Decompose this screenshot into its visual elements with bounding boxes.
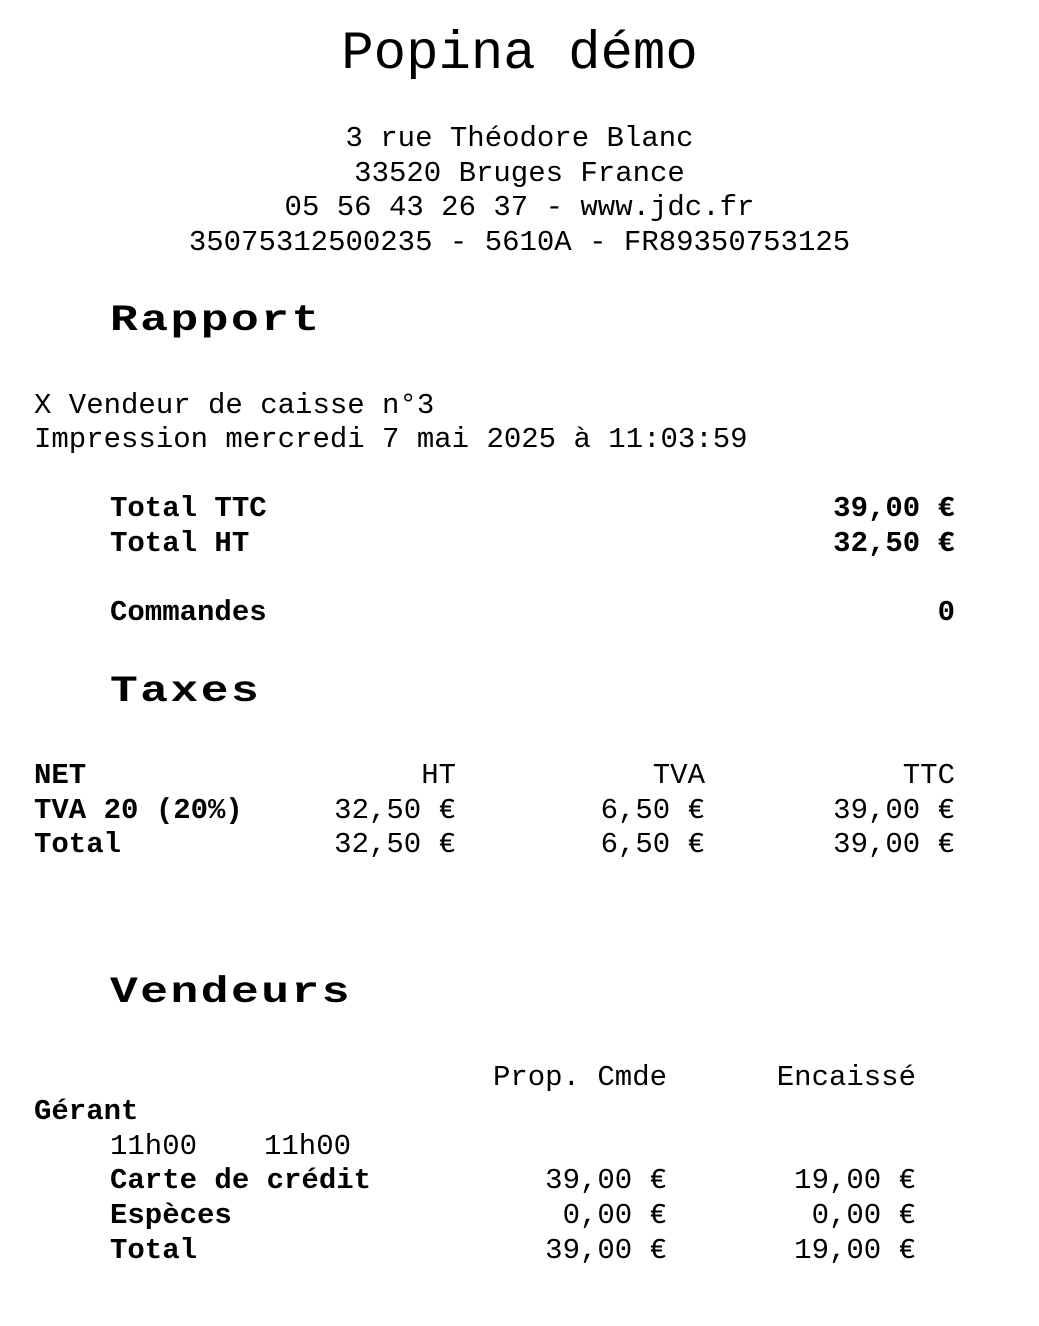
tax-row-label: TVA 20 (20%) [34, 794, 243, 827]
tax-row-ttc: 39,00 € [833, 794, 955, 827]
total-ttc-value: 39,00 € [833, 492, 955, 525]
seller-row-total-prop: 39,00 € [545, 1234, 667, 1267]
seller-row-cash-prop: 0,00 € [562, 1199, 667, 1232]
taxes-heading: Taxes [110, 671, 262, 713]
tax-total-ht: 32,50 € [334, 828, 456, 861]
tax-col-tva: TVA [652, 759, 705, 792]
orders-label: Commandes [110, 596, 267, 629]
seller-name: Gérant [34, 1095, 139, 1128]
seller-time-from: 11h00 [110, 1130, 198, 1163]
store-address-line1: 3 rue Théodore Blanc [345, 122, 694, 155]
orders-value: 0 [937, 596, 955, 629]
seller-row-cash-cashed: 0,00 € [811, 1199, 916, 1232]
report-heading: Rapport [110, 300, 322, 342]
store-contact: 05 56 43 26 37 - www.jdc.fr [284, 191, 755, 224]
tax-total-ttc: 39,00 € [833, 828, 955, 861]
total-ttc-label: Total TTC [110, 492, 267, 525]
seller-row-card-cashed: 19,00 € [794, 1164, 916, 1197]
total-ht-value: 32,50 € [833, 527, 955, 560]
store-address-line2: 33520 Bruges France [354, 157, 685, 190]
tax-col-net: NET [34, 759, 87, 792]
seller-row-total-label: Total [110, 1234, 198, 1267]
tax-row-tva: 6,50 € [600, 794, 705, 827]
seller-row-card-prop: 39,00 € [545, 1164, 667, 1197]
sellers-col-cashed: Encaissé [776, 1061, 916, 1094]
sellers-col-prop: Prop. Cmde [492, 1061, 667, 1094]
seller-row-card-label: Carte de crédit [110, 1164, 372, 1197]
register-line: X Vendeur de caisse n°3 [34, 389, 435, 422]
seller-row-total-cashed: 19,00 € [794, 1234, 916, 1267]
tax-row-ht: 32,50 € [334, 794, 456, 827]
tax-total-label: Total [34, 828, 122, 861]
total-ht-label: Total HT [110, 527, 250, 560]
tax-total-tva: 6,50 € [600, 828, 705, 861]
store-name: Popina démo [341, 24, 698, 85]
tax-col-ttc: TTC [902, 759, 955, 792]
store-ids: 35075312500235 - 5610A - FR89350753125 [188, 226, 851, 259]
print-line: Impression mercredi 7 mai 2025 à 11:03:59 [34, 423, 748, 456]
tax-col-ht: HT [421, 759, 456, 792]
seller-time-to: 11h00 [264, 1130, 352, 1163]
sellers-heading: Vendeurs [110, 972, 353, 1014]
seller-row-cash-label: Espèces [110, 1199, 232, 1232]
